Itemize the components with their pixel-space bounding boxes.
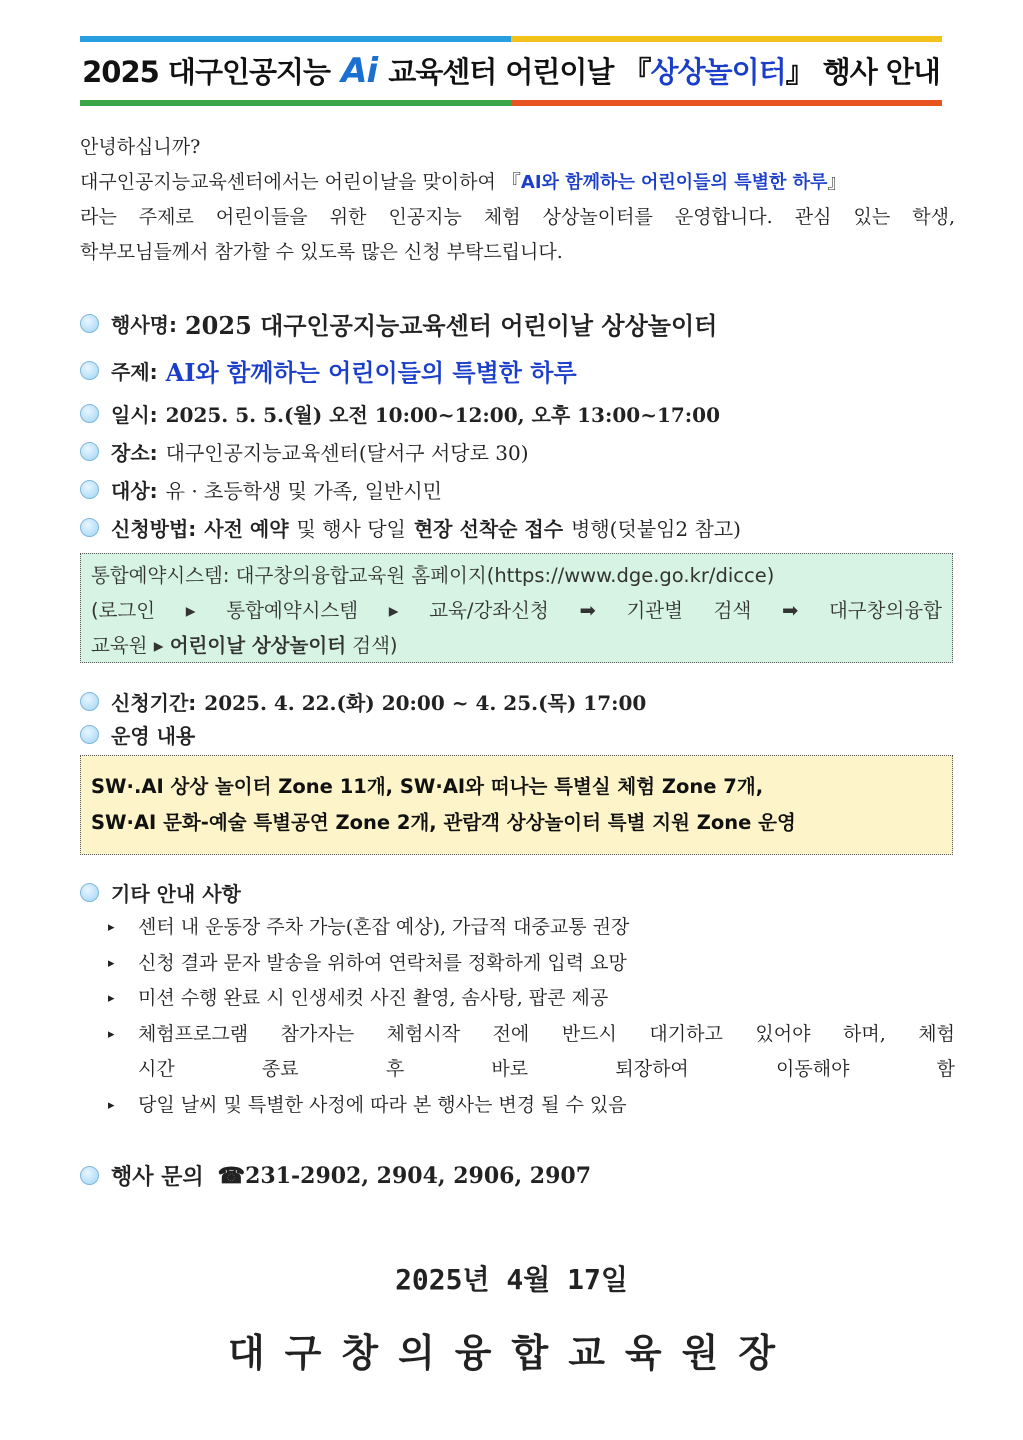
triangle-bullet-icon: ▸ xyxy=(108,1026,115,1042)
operation-line-2: SW·AI 문화-예술 특별공연 Zone 2개, 관람객 상상놀이터 특별 지원 Zone 운영 xyxy=(91,811,796,834)
contact-row xyxy=(80,1160,591,1191)
triangle-bullet-icon: ▸ xyxy=(108,955,115,971)
circle-bullet-icon xyxy=(80,883,99,902)
reservation-line-3-prefix: 교육원 ▸ xyxy=(91,634,164,657)
list-item xyxy=(108,1017,955,1088)
triangle-bullet-icon: ▸ xyxy=(108,1097,115,1113)
place-value: 대구인공지능교육센터(달서구 서당로 30) xyxy=(165,441,529,465)
place-label: 장소: xyxy=(111,441,158,465)
circle-bullet-icon xyxy=(80,404,99,423)
method-mid: 및 행사 당일 xyxy=(296,517,406,541)
period-value: 2025. 4. 22.(화) 20:00 ~ 4. 25.(목) 17:00 xyxy=(204,691,647,715)
intro-line-2 xyxy=(80,165,955,200)
title-suffix: 』 행사 안내 xyxy=(785,55,940,89)
circle-bullet-icon xyxy=(80,314,99,333)
reservation-line-3 xyxy=(91,628,942,663)
phone-icon: ☎ xyxy=(217,1162,246,1189)
operation-label: 운영 내용 xyxy=(111,724,196,748)
list-item xyxy=(108,1088,955,1124)
circle-bullet-icon xyxy=(80,692,99,711)
target-label: 대상: xyxy=(111,479,158,503)
circle-bullet-icon xyxy=(80,361,99,380)
event-name-value: 2025 대구인공지능교육센터 어린이날 상상놀이터 xyxy=(184,311,718,340)
intro-theme: AI와 함께하는 어린이들의 특별한 하루 xyxy=(520,172,828,193)
intro-paragraph xyxy=(80,130,955,270)
circle-bullet-icon xyxy=(80,442,99,461)
method-suffix: 병행(덧붙임2 참고) xyxy=(571,517,741,541)
triangle-bullet-icon: ▸ xyxy=(108,920,115,935)
reservation-line-1: 통합예약시스템: 대구창의융합교육원 홈페이지(https://www.dge.go.kr/dicce) xyxy=(91,564,775,587)
event-name-row xyxy=(80,306,717,341)
notes-row xyxy=(80,878,241,907)
target-row xyxy=(80,475,442,504)
list-item xyxy=(108,910,955,946)
operation-box xyxy=(80,755,953,855)
reservation-info-box xyxy=(80,553,953,663)
intro-line-2-prefix: 대구인공지능교육센터에서는 어린이날을 맞이하여 『 xyxy=(80,171,521,193)
contact-label: 행사 문의 xyxy=(111,1165,204,1190)
method-onsite: 현장 선착순 접수 xyxy=(413,517,564,541)
note-text: 당일 날씨 및 특별한 사정에 따라 본 행사는 변경 될 수 있음 xyxy=(138,1093,627,1116)
note-text: 신청 결과 문자 발송을 위하여 연락처를 정확하게 입력 요망 xyxy=(138,951,627,974)
theme-value: AI와 함께하는 어린이들의 특별한 하루 xyxy=(165,358,577,387)
notes-label: 기타 안내 사항 xyxy=(111,882,241,906)
theme-row xyxy=(80,353,577,388)
circle-bullet-icon xyxy=(80,1166,99,1185)
reservation-line-3-suffix: 검색) xyxy=(352,634,398,657)
notes-list xyxy=(108,910,955,1123)
note-text-line-2: 시간 종료 후 바로 퇴장하여 이동해야 함 xyxy=(138,1058,955,1080)
circle-bullet-icon xyxy=(80,480,99,499)
title-mid: 교육센터 어린이날 『 xyxy=(388,55,651,89)
note-text xyxy=(138,1017,955,1088)
period-row xyxy=(80,687,646,716)
ai-logo-icon: Ai xyxy=(341,51,378,91)
intro-line-4: 학부모님들께서 참가할 수 있도록 많은 신청 부탁드립니다. xyxy=(80,241,563,263)
target-value: 유 · 초등학생 및 가족, 일반시민 xyxy=(165,479,442,503)
circle-bullet-icon xyxy=(80,725,99,744)
list-item xyxy=(108,981,955,1017)
greeting: 안녕하십니까? xyxy=(80,136,201,158)
note-text-line-1: 체험프로그램 참가자는 체험시작 전에 반드시 대기하고 있어야 하며, 체험 xyxy=(138,1022,955,1045)
triangle-bullet-icon: ▸ xyxy=(108,991,115,1006)
place-row xyxy=(80,437,529,466)
contact-value: 231-2902, 2904, 2906, 2907 xyxy=(245,1162,592,1189)
circle-bullet-icon xyxy=(80,518,99,537)
title-bottom-bar xyxy=(80,100,942,106)
period-label: 신청기간: xyxy=(111,691,197,715)
title-prefix: 2025 대구인공지능 xyxy=(82,55,331,89)
event-name-label: 행사명: xyxy=(111,313,177,337)
reservation-search-term: 어린이날 상상놀이터 xyxy=(169,634,347,657)
issue-date: 2025년 4월 17일 xyxy=(395,1263,628,1296)
intro-line-3: 라는 주제로 어린이들을 위한 인공지능 체험 상상놀이터를 운영합니다. 관심 있는 학생, xyxy=(80,206,955,228)
date-label: 일시: xyxy=(111,403,158,427)
operation-row xyxy=(80,720,195,749)
note-text: 미션 수행 완료 시 인생세컷 사진 촬영, 솜사탕, 팝콘 제공 xyxy=(138,987,609,1009)
reservation-line-2: (로그인 ▸ 통합예약시스템 ▸ 교육/강좌신청 ➡ 기관별 검색 ➡ 대구창의융합 xyxy=(91,599,942,622)
method-row xyxy=(80,513,741,542)
method-preorder: 사전 예약 xyxy=(204,517,289,541)
date-value: 2025. 5. 5.(월) 오전 10:00~12:00, 오후 13:00~17:00 xyxy=(165,403,720,427)
intro-line-2-suffix: 』 xyxy=(827,171,847,193)
note-text: 센터 내 운동장 주차 가능(혼잡 예상), 가급적 대중교통 권장 xyxy=(138,916,630,938)
theme-label: 주제: xyxy=(111,360,158,384)
title-banner xyxy=(80,36,942,106)
organization-name: 대구창의융합교육원장 xyxy=(227,1331,796,1375)
date-row xyxy=(80,399,720,428)
page-title xyxy=(80,50,942,91)
title-highlight: 상상놀이터 xyxy=(650,55,786,89)
method-label: 신청방법: xyxy=(111,517,197,541)
operation-line-1: SW·.AI 상상 놀이터 Zone 11개, SW·AI와 떠나는 특별실 체험 Zone 7개, xyxy=(91,775,764,798)
title-top-bar xyxy=(80,36,942,42)
list-item xyxy=(108,946,955,982)
